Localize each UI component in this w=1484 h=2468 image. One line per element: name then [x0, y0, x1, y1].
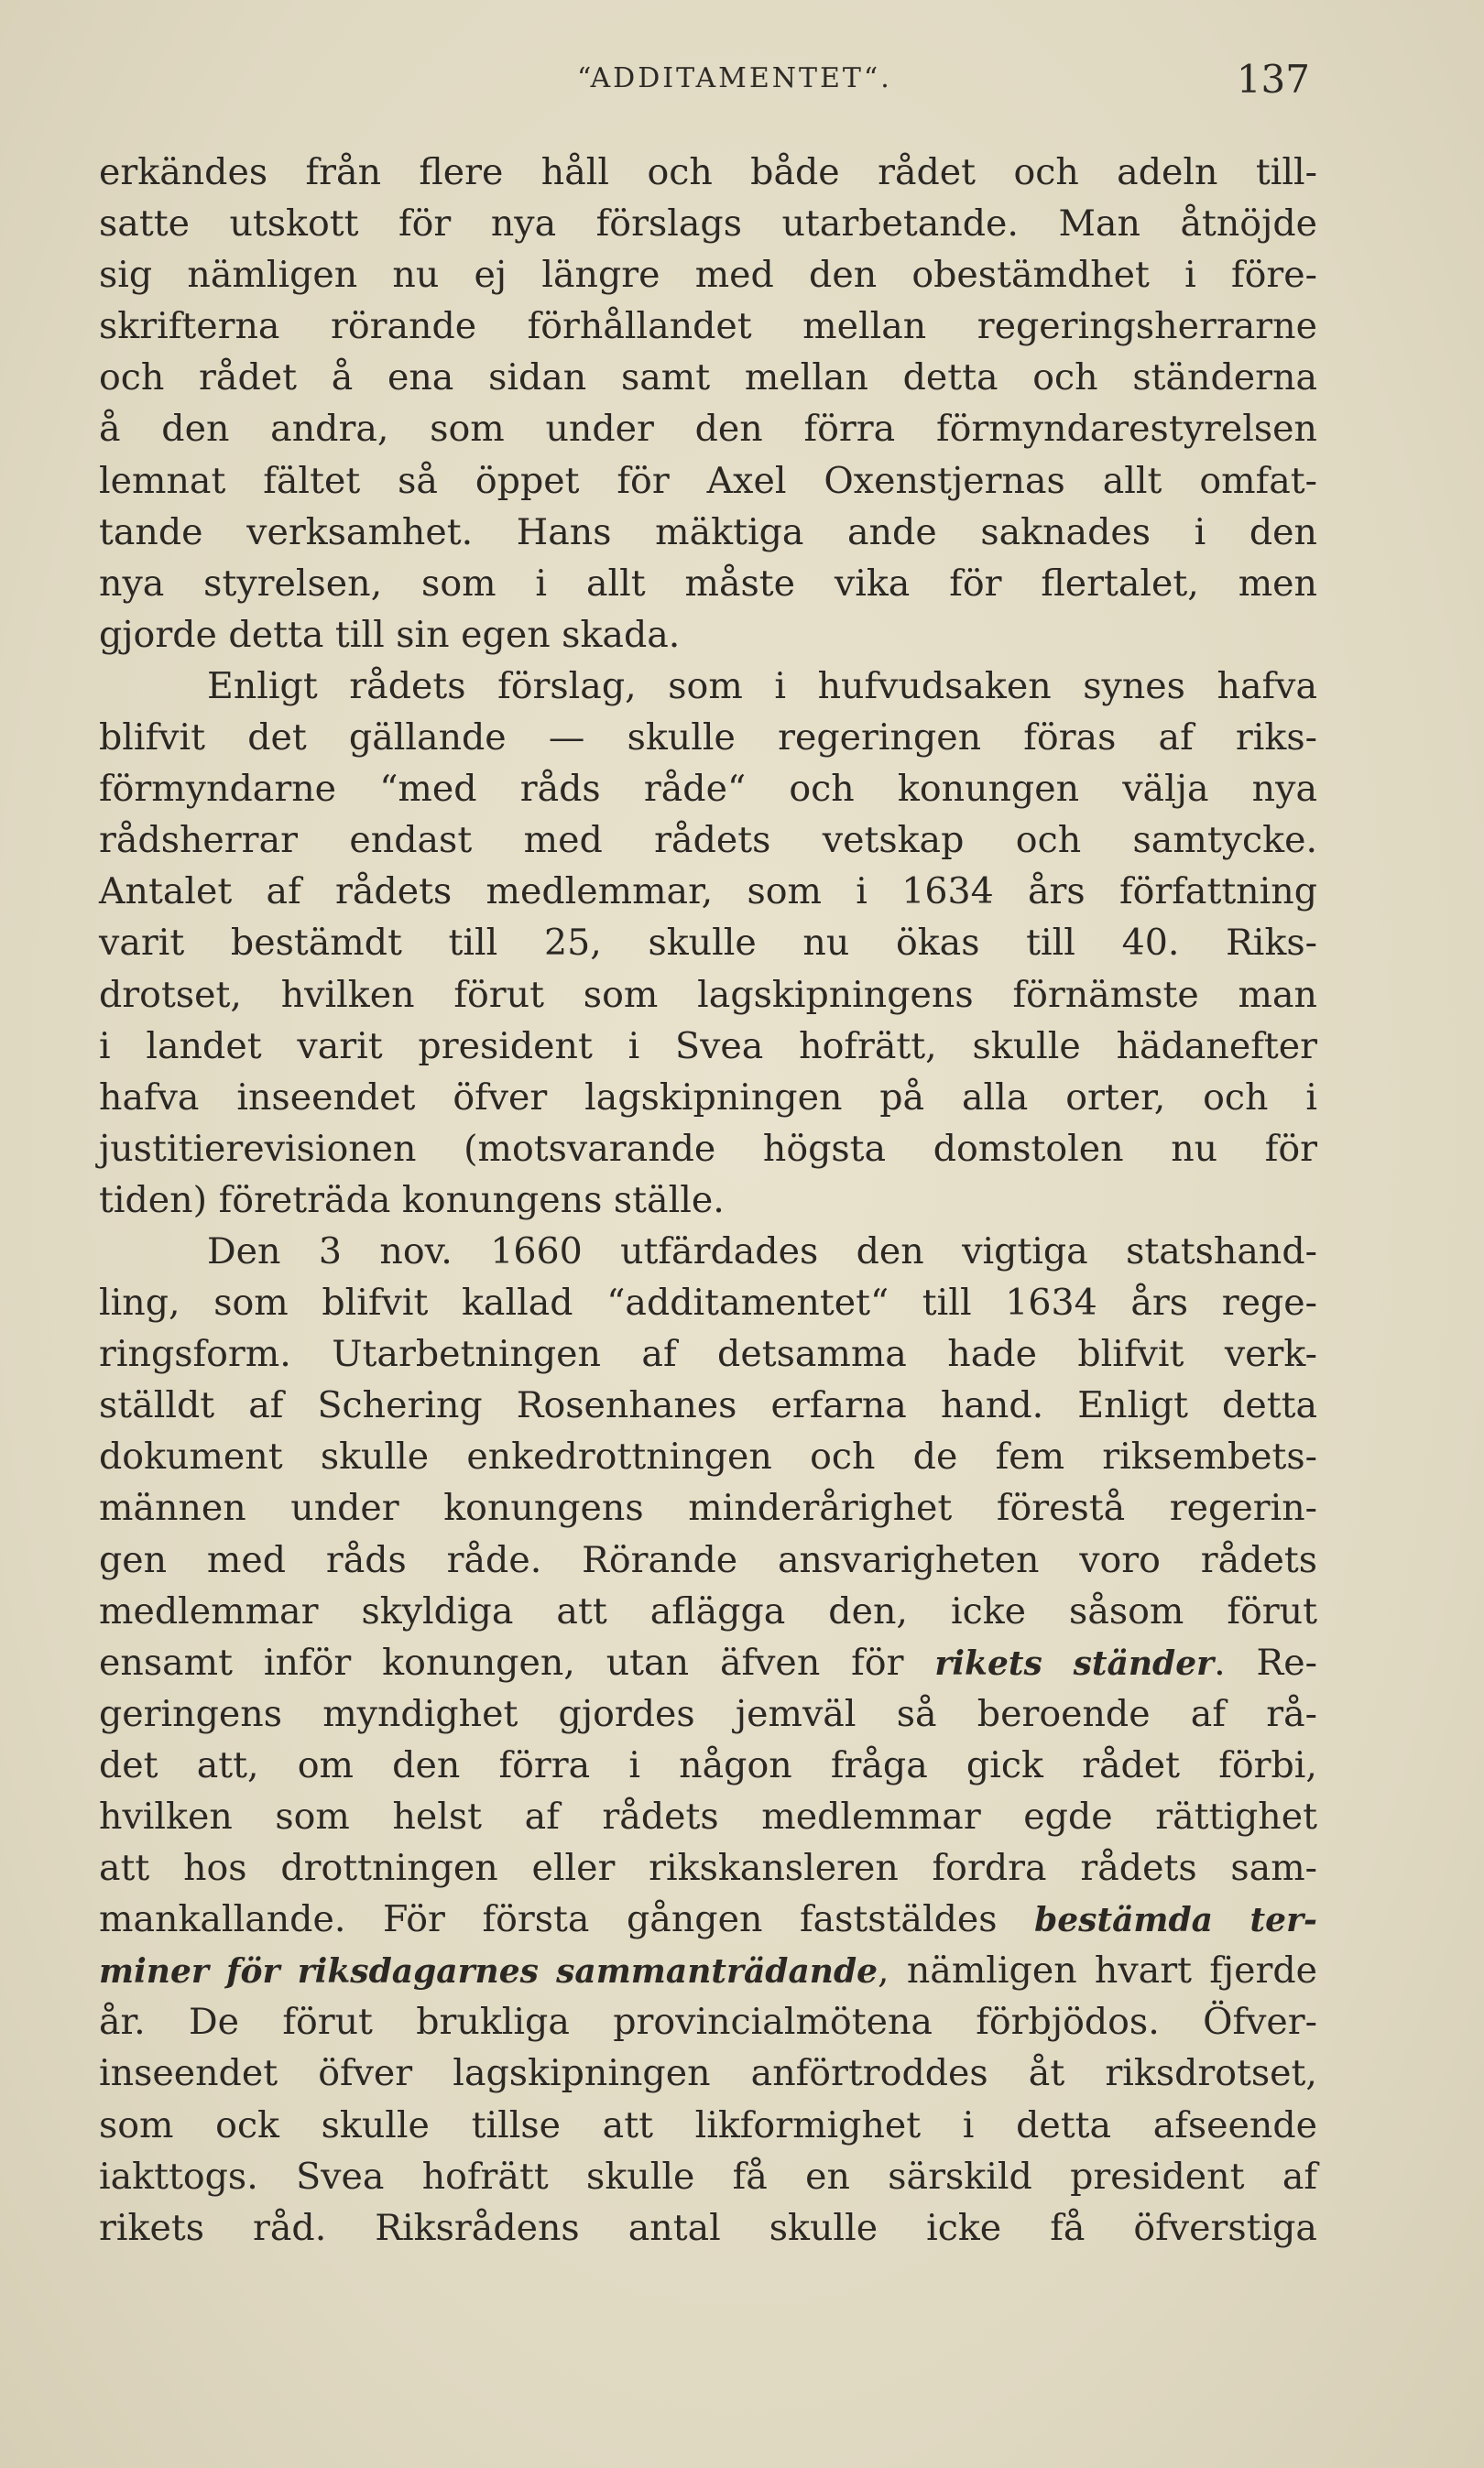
text-line-pre: ensamt inför konungen, utan äfven för — [99, 1641, 935, 1684]
text-line: inseendet öfver lagskipningen anförtroddes åt riksdrotset, — [99, 2052, 1317, 2095]
text-line: ringsform. Utarbetningen af detsamma hade blifvit verk- — [99, 1333, 1317, 1376]
text-line: förmyndarne “med råds råde“ och konungen välja nya — [99, 768, 1317, 811]
text-line: varit bestämdt till 25, skulle nu ökas till 40. Riks- — [99, 922, 1317, 965]
text-line — [99, 1637, 1317, 1688]
text-line: dokument skulle enkedrottningen och de fem riksembets- — [99, 1436, 1317, 1479]
text-line: iakttogs. Svea hofrätt skulle få en särskild president af — [99, 2155, 1317, 2198]
text-line: ling, som blifvit kallad “additamentet“ till 1634 års rege- — [99, 1282, 1317, 1325]
text-line: gjorde detta till sin egen skada. — [99, 613, 681, 656]
text-line: Enligt rådets förslag, som i hufvudsaken synes hafva — [207, 664, 1317, 707]
page-header — [99, 57, 1310, 112]
text-line: medlemmar skyldiga att aflägga den, icke såsom förut — [99, 1589, 1317, 1633]
page-number: 137 — [1236, 57, 1310, 102]
text-line: geringens myndighet gjordes jemväl så beroende af rå- — [99, 1692, 1317, 1735]
text-line: lemnat fältet så öppet för Axel Oxenstjernas allt omfat- — [99, 459, 1317, 502]
text-line: skrifterna rörande förhållandet mellan regeringsherrarne — [99, 305, 1317, 348]
text-line: det att, om den förra i någon fråga gick rådet förbi, — [99, 1743, 1317, 1786]
text-line: gen med råds råde. Rörande ansvarigheten voro rådets — [99, 1538, 1317, 1581]
text-line: år. De förut brukliga provincialmötena förbjödos. Öfver- — [99, 2001, 1317, 2044]
text-line: erkändes från flere håll och både rådet och adeln till- — [99, 151, 1317, 193]
text-line: blifvit det gällande — skulle regeringen föras af riks- — [99, 716, 1317, 759]
text-line-post: . Re- — [1214, 1641, 1318, 1684]
body-text — [99, 147, 1317, 2254]
text-line: drotset, hvilken förut som lagskipningens förnämste man — [99, 973, 1317, 1016]
text-line: tiden) företräda konungens ställe. — [99, 1178, 725, 1221]
text-line: i landet varit president i Svea hofrätt, skulle hädanefter — [99, 1024, 1317, 1067]
text-line: att hos drottningen eller rikskansleren fordra rådets sam- — [99, 1847, 1317, 1890]
text-line: satte utskott för nya förslags utarbetande. Man åtnöjde — [99, 202, 1317, 246]
text-line: och rådet å ena sidan samt mellan detta och ständerna — [99, 356, 1317, 399]
text-line: männen under konungens minderårighet förestå regerin- — [99, 1487, 1317, 1530]
text-line-post: , nämligen hvart fjerde — [878, 1949, 1317, 1993]
text-line: Antalet af rådets medlemmar, som i 1634 års författning — [99, 870, 1317, 913]
text-line-pre: mankallande. För första gången faststäldes — [99, 1898, 1035, 1941]
text-line — [99, 1945, 1317, 1996]
text-line: hafva inseendet öfver lagskipningen på alla orter, och i — [99, 1076, 1317, 1119]
text-line: rikets råd. Riksrådens antal skulle icke få öfverstiga — [99, 2206, 1317, 2249]
text-line: ställdt af Schering Rosenhanes erfarna hand. Enligt detta — [99, 1384, 1317, 1427]
text-line: å den andra, som under den förra förmyndarestyrelsen — [99, 408, 1317, 451]
text-line: nya styrelsen, som i allt måste vika för flertalet, men — [99, 562, 1317, 605]
italic-phrase: bestämda ter- — [1034, 1901, 1317, 1940]
text-line: som ock skulle tillse att likformighet i detta afseende — [99, 2103, 1317, 2146]
text-line: rådsherrar endast med rådets vetskap och samtycke. — [99, 819, 1317, 862]
italic-phrase: rikets ständer — [934, 1644, 1215, 1683]
running-title: “ADDITAMENTET“. — [577, 62, 892, 94]
text-line: Den 3 nov. 1660 utfärdades den vigtiga statshand- — [207, 1229, 1317, 1272]
text-line: tande verksamhet. Hans mäktiga ande saknades i den — [99, 510, 1317, 553]
text-line: hvilken som helst af rådets medlemmar egde rättighet — [99, 1796, 1317, 1838]
text-line: sig nämligen nu ej längre med den obestämdhet i före- — [99, 254, 1317, 297]
italic-phrase: miner för riksdagarnes sammanträdande — [99, 1952, 878, 1992]
text-line: justitierevisionen (motsvarande högsta domstolen nu för — [99, 1127, 1317, 1170]
text-line — [99, 1894, 1317, 1945]
